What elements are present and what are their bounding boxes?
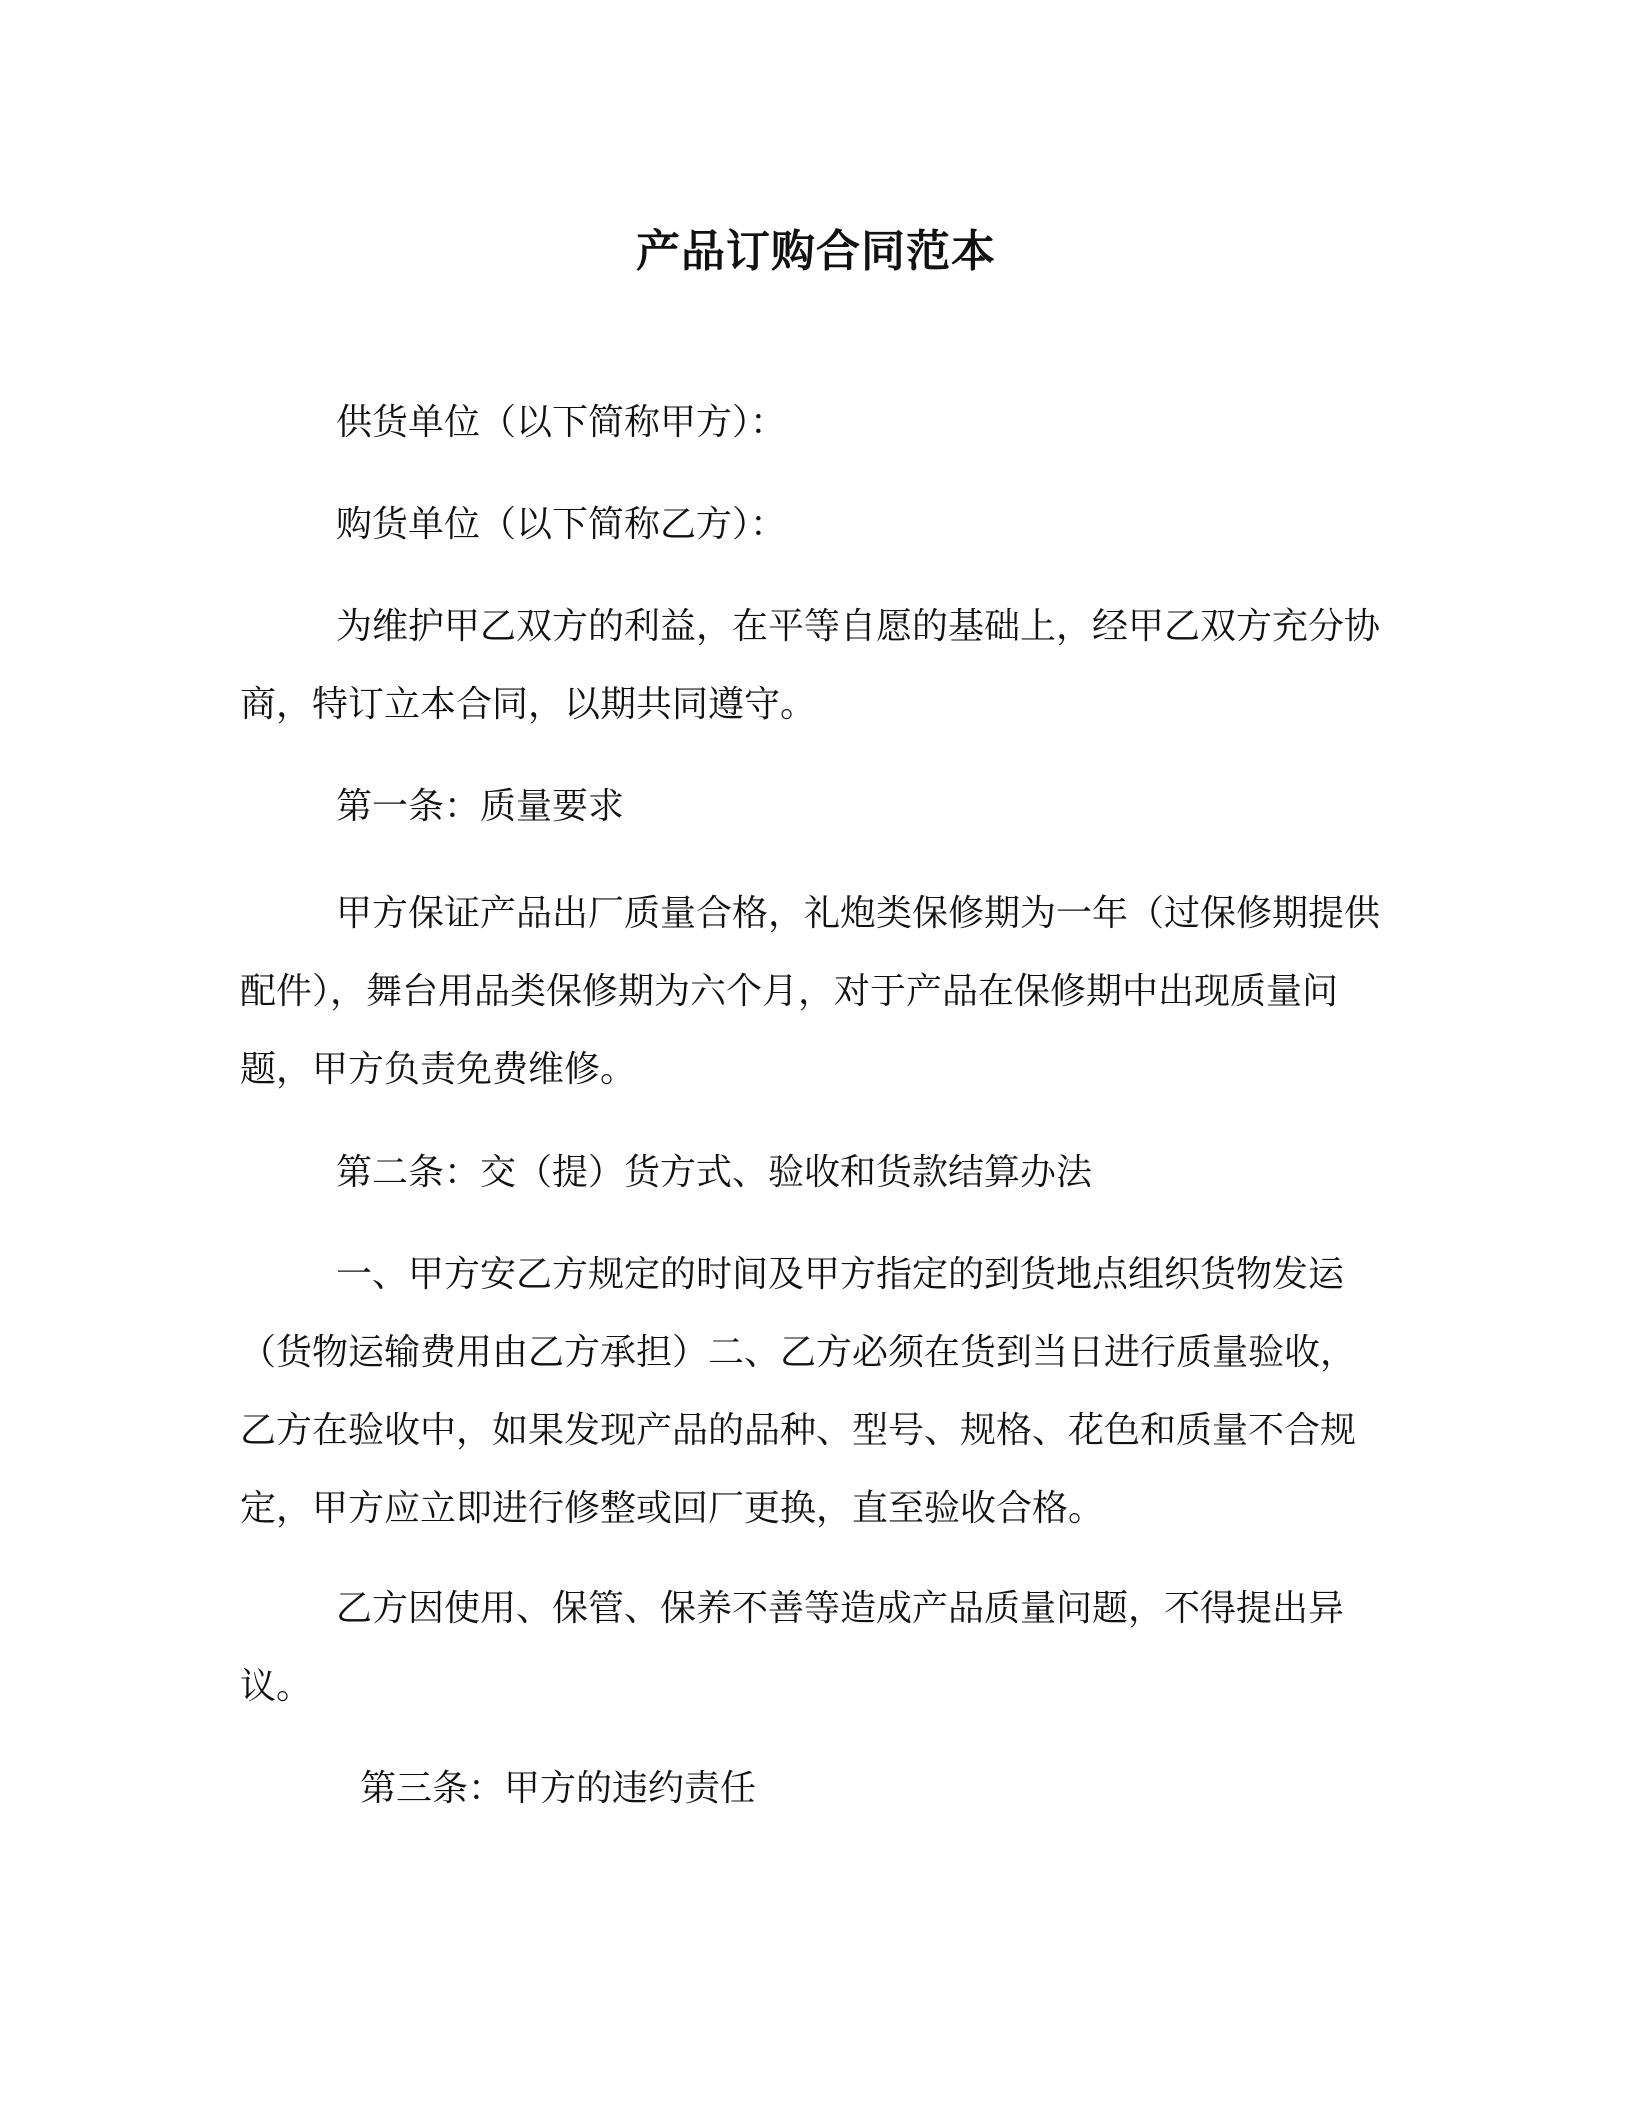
article3-heading: 第三条：甲方的违约责任 xyxy=(360,1768,757,1809)
intro-paragraph: 为维护甲乙双方的利益，在平等自愿的基础上，经甲乙双方充分协商，特订立本合同，以期共同遵守。 xyxy=(240,606,1381,725)
article2-paragraph-1: 一、甲方安乙方规定的时间及甲方指定的到货地点组织货物发运（货物运输费用由乙方承担）二、乙方必须在货到当日进行质量验收，乙方在验收中，如果发现产品的品种、型号、规格、花色和质量不合规定，甲方应立即进行修整或回厂更换，直至验收合格。 xyxy=(240,1254,1357,1529)
buyer-label: 购货单位（以下简称乙方）： xyxy=(336,504,787,545)
article2-heading: 第二条：交（提）货方式、验收和货款结算办法 xyxy=(336,1152,1093,1193)
article1-heading: 第一条：质量要求 xyxy=(336,786,625,827)
document-title: 产品订购合同范本 xyxy=(636,226,996,277)
article2-paragraph-2: 乙方因使用、保管、保养不善等造成产品质量问题，不得提出异议。 xyxy=(240,1588,1345,1707)
supplier-label: 供货单位（以下简称甲方）： xyxy=(336,402,787,443)
article1-paragraph: 甲方保证产品出厂质量合格，礼炮类保修期为一年（过保修期提供配件），舞台用品类保修期为六个月，对于产品在保修期中出现质量问题，甲方负责免费维修。 xyxy=(240,893,1381,1090)
